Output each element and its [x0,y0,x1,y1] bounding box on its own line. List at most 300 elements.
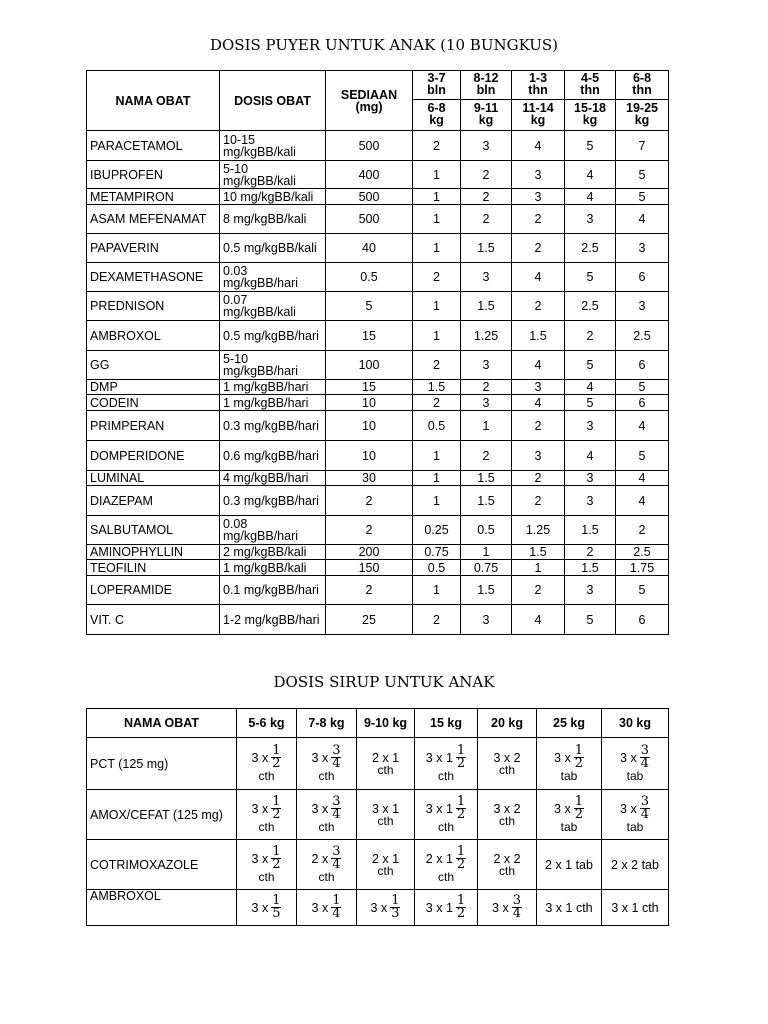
weight-group [512,99,565,126]
sediaan-cell: 10 [326,411,413,441]
dose-count-cell: 2 [512,411,565,441]
dose-count-cell: 2 [512,486,565,516]
dose-count-cell: 3 [461,131,512,161]
sirup-dose-cell [537,890,602,926]
dose-count-cell: 0.75 [413,545,461,560]
sirup-dose-cell [537,840,602,890]
dose-count-cell: 0.5 [413,560,461,576]
fraction-denominator: 4 [640,807,649,822]
drug-name-cell: AMINOPHYLLIN [87,545,220,560]
fraction [271,796,281,821]
dose-count-cell: 1 [413,321,461,351]
fraction [456,796,466,821]
weight-unit: kg [530,113,546,127]
dose-count-cell: 2.5 [565,292,616,321]
fraction-denominator: 2 [456,906,466,921]
dose-count-cell: 1.5 [565,560,616,576]
sirup-dose-cell [415,890,478,926]
dose-count-cell: 1 [413,205,461,234]
fraction [271,745,281,770]
fraction [271,846,281,871]
dose-count-cell: 1.5 [461,576,512,605]
age-label: 1-3 [528,71,548,85]
sirup-dosage-table [86,708,669,926]
sediaan-cell: 400 [326,161,413,189]
table-row [87,131,669,161]
dose-multiplier: 3 x [370,900,388,915]
sirup-dose-cell [478,840,537,890]
table-row [87,545,669,560]
weight-unit: kg [582,113,598,127]
fraction-numerator: 1 [574,794,583,809]
sirup-dose-cell [297,790,357,840]
dose-cell: 0.3 mg/kgBB/hari [220,486,326,516]
dose-count-cell: 1 [512,560,565,576]
dose-count-cell: 2 [461,161,512,189]
table-row [87,576,669,605]
dose-count-cell: 3 [565,576,616,605]
fraction-denominator: 4 [332,857,341,872]
dose-count-cell: 4 [512,263,565,292]
dose-count-cell: 5 [616,441,669,471]
fraction-numerator: 1 [456,844,466,859]
sediaan-cell: 25 [326,605,413,635]
header-age-group [565,71,616,131]
sirup-dose-cell [478,890,537,926]
sirup-dose-cell [237,738,297,790]
dose-multiplier: 3 x [251,801,269,816]
dose-count-cell: 5 [565,263,616,292]
fraction-denominator: 2 [456,807,466,822]
dose-count-cell: 1 [413,189,461,205]
sirup-dose-cell [478,790,537,840]
dose-cell: 1-2 mg/kgBB/hari [220,605,326,635]
dose-count-cell: 1 [413,486,461,516]
dose-count-cell: 3 [512,380,565,395]
header-sediaan [326,71,413,131]
fraction-denominator: 2 [456,857,466,872]
table-row [87,395,669,411]
fraction [331,745,341,770]
sirup-dose-cell [237,890,297,926]
dose-count-cell: 4 [512,605,565,635]
dose-count-cell: 4 [565,441,616,471]
dose-count-cell: 1.5 [565,516,616,545]
table-row [87,189,669,205]
sirup-dose-cell [602,738,669,790]
dose-count-cell: 4 [616,205,669,234]
dose-count-cell: 0.5 [413,411,461,441]
dose-count-cell: 1 [413,161,461,189]
dose-count-cell: 1.5 [461,486,512,516]
age-unit: bln [427,83,446,97]
dose-cell: 10 mg/kgBB/kali [220,189,326,205]
drug-name-cell: AMBROXOL [87,321,220,351]
dose-count-cell: 1 [413,292,461,321]
dose-count-cell: 4 [512,351,565,380]
weight-label: 15-18 [574,101,606,115]
fraction [640,796,650,821]
dose-count-cell: 5 [565,605,616,635]
drug-name-cell: DEXAMETHASONE [87,263,220,292]
sirup-dose-cell [297,840,357,890]
fraction [456,895,466,920]
fraction-numerator: 1 [332,893,341,908]
fraction-denominator: 4 [332,756,341,771]
table-row [87,890,669,926]
drug-name-cell: PREDNISON [87,292,220,321]
fraction-denominator: 4 [332,807,341,822]
dose-unit: cth [258,769,275,783]
fraction-numerator: 1 [456,794,466,809]
dose-count-cell: 1.5 [512,321,565,351]
dose-count-cell: 2 [512,576,565,605]
sediaan-cell: 2 [326,576,413,605]
header-weight: 5-6 kg [237,709,297,738]
dose-count-cell: 5 [565,395,616,411]
dose-count-cell: 5 [616,380,669,395]
dose-count-cell: 6 [616,395,669,411]
fraction-numerator: 1 [574,743,583,758]
dose-count-cell: 2.5 [616,545,669,560]
fraction [512,895,522,920]
dose-count-cell: 1 [413,441,461,471]
sirup-dose-cell [357,790,415,840]
header-sediaan-line1: SEDIAAN [340,87,398,102]
dose-multiplier: 3 x [311,900,329,915]
dose-unit: tab [560,769,578,783]
table-row [87,321,669,351]
sirup-dose-cell [237,840,297,890]
age-unit: thn [580,83,600,97]
dose-count-cell: 4 [565,189,616,205]
sirup-dose-cell [602,790,669,840]
sirup-dose-cell [478,738,537,790]
sediaan-cell: 150 [326,560,413,576]
dose-multiplier: 3 x [311,801,329,816]
dose-count-cell: 2 [565,545,616,560]
table-row [87,560,669,576]
dose-count-cell: 1.5 [461,234,512,263]
dose-multiplier: 2 x 1 [371,851,400,866]
dose-cell: 0.08 mg/kgBB/hari [220,516,326,545]
sediaan-cell: 15 [326,380,413,395]
dose-multiplier: 3 x [620,801,637,816]
dose-count-cell: 2 [413,263,461,292]
dose-count-cell: 3 [461,605,512,635]
sirup-dose-cell [415,738,478,790]
sirup-table-body [87,738,669,926]
sirup-dose-cell [357,890,415,926]
fraction-numerator: 1 [272,844,281,859]
fraction [456,846,466,871]
puyer-dosage-table [86,70,669,635]
sediaan-cell: 15 [326,321,413,351]
fraction-denominator: 4 [640,756,649,771]
dose-unit: tab [626,820,644,834]
dose-multiplier: 3 x [620,750,637,765]
fraction-denominator: 3 [391,906,400,921]
header-weight: 25 kg [537,709,602,738]
dose-count-cell: 1.5 [461,471,512,486]
dose-count-cell: 5 [565,351,616,380]
drug-name-cell: DMP [87,380,220,395]
fraction-numerator: 3 [332,794,341,809]
fraction-numerator: 3 [512,893,521,908]
fraction-numerator: 1 [391,893,400,908]
dose-multiplier: 3 x 1 cth [545,900,593,915]
puyer-table-body [87,131,669,635]
dose-count-cell: 2 [616,516,669,545]
dose-count-cell: 2 [512,471,565,486]
dose-count-cell: 3 [512,161,565,189]
dose-multiplier: 3 x [311,750,329,765]
dose-unit: tab [626,769,644,783]
dose-multiplier: 3 x [251,851,269,866]
dose-count-cell: 5 [616,189,669,205]
dose-cell: 1 mg/kgBB/kali [220,560,326,576]
fraction-numerator: 3 [640,794,649,809]
header-age-group [512,71,565,131]
weight-group [616,99,669,126]
dose-count-cell: 3 [616,292,669,321]
dose-count-cell: 2 [512,205,565,234]
dose-cell: 0.6 mg/kgBB/hari [220,441,326,471]
dose-cell: 0.5 mg/kgBB/hari [220,321,326,351]
table-row [87,161,669,189]
sediaan-cell: 200 [326,545,413,560]
weight-label: 11-14 [522,101,554,115]
dose-multiplier: 3 x 2 [493,801,521,816]
sirup-dose-cell [357,840,415,890]
sediaan-cell: 40 [326,234,413,263]
dose-count-cell: 3 [461,351,512,380]
age-label: 8-12 [473,71,499,85]
drug-name-cell: ASAM MEFENAMAT [87,205,220,234]
sirup-dose-cell [297,890,357,926]
dose-unit: cth [377,863,394,878]
table-row [87,486,669,516]
age-unit: thn [528,83,548,97]
fraction-numerator: 1 [456,743,466,758]
dose-cell: 0.5 mg/kgBB/kali [220,234,326,263]
dose-count-cell: 1.25 [512,516,565,545]
table-row [87,205,669,234]
header-dosis-obat: DOSIS OBAT [220,71,326,131]
table-row [87,840,669,890]
dose-multiplier: 3 x 1 [425,801,453,816]
dose-multiplier: 3 x [251,900,269,915]
drug-name-cell: PARACETAMOL [87,131,220,161]
drug-name-cell: DOMPERIDONE [87,441,220,471]
header-nama-obat: NAMA OBAT [87,709,237,738]
fraction-numerator: 1 [456,893,466,908]
drug-name-cell: AMOX/CEFAT (125 mg) [87,790,237,840]
sediaan-cell: 100 [326,351,413,380]
fraction-numerator: 1 [272,893,281,908]
dose-count-cell: 1 [413,471,461,486]
dose-count-cell: 4 [565,380,616,395]
dose-count-cell: 3 [512,441,565,471]
dose-count-cell: 5 [616,161,669,189]
fraction-numerator: 1 [272,743,281,758]
fraction-denominator: 2 [456,756,466,771]
dose-count-cell: 6 [616,605,669,635]
sirup-title: DOSIS SIRUP UNTUK ANAK [273,673,495,691]
weight-group [565,99,616,126]
dose-cell: 1 mg/kgBB/hari [220,380,326,395]
header-sediaan-line2: (mg) [355,99,383,114]
sirup-dose-cell [602,840,669,890]
sediaan-cell: 5 [326,292,413,321]
dose-cell: 10-15 mg/kgBB/kali [220,131,326,161]
dose-cell: 5-10 mg/kgBB/kali [220,161,326,189]
dose-unit: cth [318,820,335,834]
dose-count-cell: 5 [616,576,669,605]
weight-label: 6-8 [427,101,446,115]
sirup-dose-cell [237,790,297,840]
fraction-denominator: 5 [272,906,281,921]
drug-name-cell: PCT (125 mg) [87,738,237,790]
dose-multiplier: 2 x 1 [425,851,453,866]
drug-name-cell: PRIMPERAN [87,411,220,441]
table-row [87,471,669,486]
sediaan-cell: 10 [326,395,413,411]
sediaan-cell: 500 [326,131,413,161]
drug-name-cell: TEOFILIN [87,560,220,576]
fraction-numerator: 3 [332,743,341,758]
dose-count-cell: 4 [616,486,669,516]
dose-count-cell: 1 [413,234,461,263]
dose-unit: cth [498,813,515,828]
dose-count-cell: 1.25 [461,321,512,351]
dose-cell: 0.03 mg/kgBB/hari [220,263,326,292]
drug-name-cell: COTRIMOXAZOLE [87,840,237,890]
weight-label: 19-25 [626,101,658,115]
dose-count-cell: 1 [461,411,512,441]
dose-count-cell: 7 [616,131,669,161]
dose-cell: 4 mg/kgBB/hari [220,471,326,486]
fraction [574,796,584,821]
table-row [87,263,669,292]
fraction [456,745,466,770]
table-row [87,234,669,263]
dose-count-cell: 3 [616,234,669,263]
dose-multiplier: 3 x [554,801,571,816]
sediaan-cell: 2 [326,486,413,516]
fraction-denominator: 2 [272,756,281,771]
dose-multiplier: 2 x 1 [371,750,400,765]
dose-cell: 2 mg/kgBB/kali [220,545,326,560]
dose-count-cell: 3 [565,205,616,234]
dose-count-cell: 2 [461,189,512,205]
drug-name-cell: SALBUTAMOL [87,516,220,545]
dose-count-cell: 2 [461,380,512,395]
fraction [640,745,650,770]
fraction [331,895,341,920]
sirup-dose-cell [537,790,602,840]
dose-count-cell: 6 [616,351,669,380]
dose-multiplier: 3 x [554,750,571,765]
dose-cell: 0.1 mg/kgBB/hari [220,576,326,605]
dose-count-cell: 0.25 [413,516,461,545]
sediaan-cell: 0.5 [326,263,413,292]
dose-count-cell: 2 [461,441,512,471]
dose-unit: cth [498,863,515,878]
dose-count-cell: 3 [461,395,512,411]
header-weight: 15 kg [415,709,478,738]
drug-name-cell: GG [87,351,220,380]
fraction [574,745,584,770]
fraction-numerator: 3 [332,844,341,859]
header-age-group [616,71,669,131]
header-age-group [413,71,461,131]
dose-count-cell: 2 [413,395,461,411]
drug-name-cell: LUMINAL [87,471,220,486]
dose-cell: 1 mg/kgBB/hari [220,395,326,411]
dose-count-cell: 4 [565,161,616,189]
dose-cell: 0.07 mg/kgBB/kali [220,292,326,321]
fraction-numerator: 1 [272,794,281,809]
dose-count-cell: 1 [413,576,461,605]
sediaan-cell: 30 [326,471,413,486]
sirup-dose-cell [537,738,602,790]
table-row [87,351,669,380]
sirup-dose-cell [415,790,478,840]
dose-unit: cth [258,820,275,834]
fraction-denominator: 2 [272,807,281,822]
age-label: 4-5 [580,71,600,85]
weight-unit: kg [478,113,494,127]
dose-multiplier: 3 x 1 [371,801,400,816]
drug-name-cell: CODEIN [87,395,220,411]
header-weight: 7-8 kg [297,709,357,738]
fraction [331,796,341,821]
dose-unit: cth [258,870,275,884]
fraction-denominator: 4 [332,906,341,921]
table-row [87,292,669,321]
drug-name-cell: LOPERAMIDE [87,576,220,605]
dose-count-cell: 2.5 [565,234,616,263]
fraction [390,895,400,920]
dose-count-cell: 2 [461,205,512,234]
dose-unit: cth [377,813,394,828]
dose-count-cell: 6 [616,263,669,292]
table-row [87,738,669,790]
drug-name-cell: METAMPIRON [87,189,220,205]
dose-count-cell: 2 [413,605,461,635]
dose-count-cell: 2 [512,292,565,321]
table-row [87,605,669,635]
drug-name-cell: AMBROXOL [87,890,237,926]
sediaan-cell: 10 [326,441,413,471]
dose-multiplier: 2 x 2 tab [611,857,659,872]
table-row [87,441,669,471]
dose-cell: 8 mg/kgBB/kali [220,205,326,234]
table-row [87,790,669,840]
dose-unit: cth [498,762,515,777]
dose-count-cell: 2 [413,351,461,380]
dose-count-cell: 1 [461,545,512,560]
dose-count-cell: 2 [512,234,565,263]
sediaan-cell: 2 [326,516,413,545]
fraction [271,895,281,920]
dose-count-cell: 1.5 [413,380,461,395]
dose-unit: cth [377,762,394,777]
sediaan-cell: 500 [326,205,413,234]
dose-cell: 0.3 mg/kgBB/hari [220,411,326,441]
sirup-dose-cell [297,738,357,790]
